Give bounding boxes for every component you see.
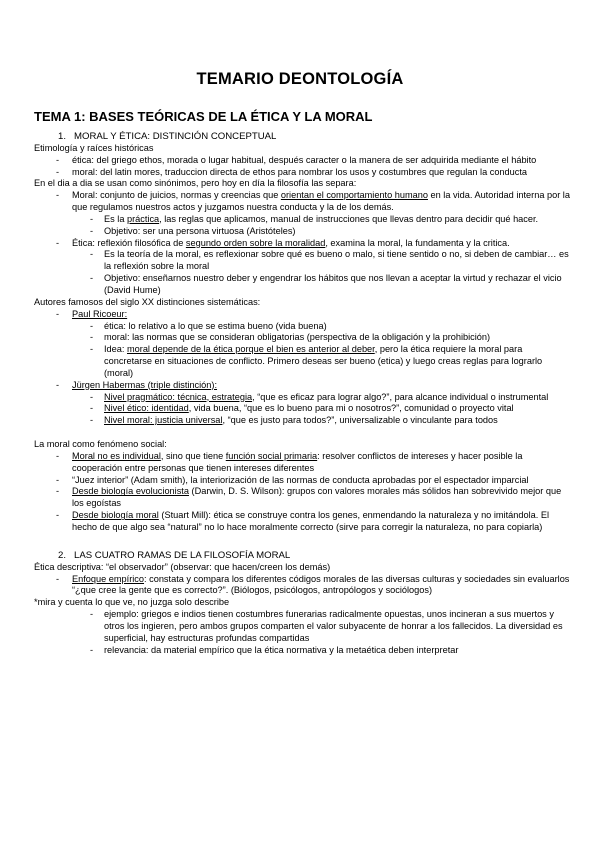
etimologia-line: Etimología y raíces históricas <box>34 142 154 153</box>
list-item-enfoque-empirico: - Enfoque empírico: constata y compara los diferentes códigos morales de las diversas culturas y sociedades sin evaluarlos “¿que cree la gente que es correcto?”. (Biólogos, psicólogos, antropólogos y sociólogos) <box>56 573 570 596</box>
list-item-etica-def: - ética: del griego ethos, morada o lugar habitual, después caracter o la manera de ser adquirida mediante el hábito <box>56 154 537 165</box>
list-item-ricoeur: - Paul Ricoeur: <box>56 308 128 319</box>
document-title: TEMARIO DEONTOLOGÍA <box>196 70 404 88</box>
sublist-item-ejemplo: - ejemplo: griegos e indios tienen costumbres funerarias radicalmente opuestas, unos incineran a sus muertos y otros los ingieren, pero ambos grupos comparten el valor subyacente de honrar a los fallecidos. La diversidad es superficial, hay estructuras profundas compartidas <box>90 609 563 643</box>
section-2-heading: 2. LAS CUATRO RAMAS DE LA FILOSOFÍA MORAL <box>58 549 291 561</box>
spacer <box>34 534 570 550</box>
dia-a-dia-line: En el dia a dia se usan como sinónimos, pero hoy en día la filosofía las separa: <box>34 178 357 189</box>
mira-line: *mira y cuenta lo que ve, no juzga solo describe <box>34 597 230 608</box>
sublist-item-etica-objetivo: - Objetivo: enseñarnos nuestro deber y engendrar los hábitos que nos llevan a aceptar la virtud y rechazar el vicio (David Hume) <box>90 273 562 295</box>
list-item-moral: - Moral: conjunto de juicios, normas y creencias que orientan el comportamiento humano en la vida. Autoridad interna por la que regulamos nuestros actos y juzgamos nuestra conducta y la de los demás. <box>56 190 570 213</box>
spacer <box>34 427 570 439</box>
sublist-item-ricoeur-etica: - ética: lo relativo a lo que se estima bueno (vida buena) <box>90 320 327 331</box>
document-body <box>34 131 570 656</box>
list-item-biologia-moral: - Desde biología moral (Stuart Mill): ética se construye contra los genes, enmendando la naturaleza y no imitándola. El hecho de que algo sea “natural” no lo hace moralmente correcto (sirve para corregir la naturaleza, no para copiarla) <box>56 510 549 532</box>
sublist-item-nivel-pragmatico: - Nivel pragmático: técnica, estrategia, “que es eficaz para lograr algo?”, para alcance individual o instrumental <box>90 391 549 402</box>
tema-heading: TEMA 1: BASES TEÓRICAS DE LA ÉTICA Y LA MORAL <box>34 109 373 124</box>
fenomeno-social-line: La moral como fenómeno social: <box>34 439 167 450</box>
list-item-biologia-evolucionista: - Desde biología evolucionista (Darwin, D. S. Wilson): grupos con valores morales más sólidos han sobrevivido mejor que los egoístas <box>56 486 562 509</box>
sublist-item-ricoeur-moral: - moral: las normas que se consideran obligatorias (perspectiva de la obligación y la prohibición) <box>90 332 491 343</box>
sublist-item-teoria: - Es la teoría de la moral, es reflexionar sobre qué es bueno o malo, si tiene sentido o no, si deben de cambiar… es la reflexión sobre la moral <box>90 249 569 272</box>
sublist-item-relevancia: - relevancia: da material empírico que la ética normativa y la metaética deben interpretar <box>90 644 459 655</box>
list-item-habermas: - Jürgen Habermas (triple distinción): <box>56 379 218 390</box>
list-item-juez-interior: - “Juez interior” (Adam smith), la interiorización de las normas de conducta aprobadas por el espectador imparcial <box>56 474 529 485</box>
list-item-etica: - Ética: reflexión filosófica de segundo orden sobre la moralidad, examina la moral, la fundamenta y la critica. <box>56 237 510 248</box>
list-item-moral-def: - moral: del latin mores, traduccion directa de ethos para nombrar los usos y costumbres que regulan la conducta <box>56 166 528 177</box>
autores-line: Autores famosos del siglo XX distinciones sistemáticas: <box>34 296 261 307</box>
etica-descriptiva-line: Ética descriptiva: “el observador” (observar: que hacen/creen los demás) <box>34 561 331 572</box>
sublist-item-moral-objetivo: - Objetivo: ser una persona virtuosa (Aristóteles) <box>90 225 296 236</box>
sublist-item-ricoeur-idea: - Idea: moral depende de la ética porque el bien es anterior al deber, pero la ética requiere la moral para concretarse en situaciones de conflicto. Primero deseas ser bueno (etica) y luego creas reglas para lograrlo (moral) <box>90 344 543 378</box>
list-item-funcion-social: - Moral no es individual, sino que tiene función social primaria: resolver conflictos de intereses y hacer posible la cooperación entre personas que tienen intereses diferentes <box>56 450 523 473</box>
sublist-item-practica: - Es la práctica, las reglas que aplicamos, manual de instrucciones que llevas dentro para decidir qué hacer. <box>90 213 539 224</box>
section-1-heading: 1. MORAL Y ÉTICA: DISTINCIÓN CONCEPTUAL <box>58 131 277 142</box>
sublist-item-nivel-moral: - Nivel moral: justicia universal, “que es justo para todos?”, universalizable o vinculante para todos <box>90 415 498 426</box>
sublist-item-nivel-etico: - Nivel ético: identidad, vida buena, “que es lo bueno para mi o nosotros?”, comunidad o proyecto vital <box>90 403 514 414</box>
